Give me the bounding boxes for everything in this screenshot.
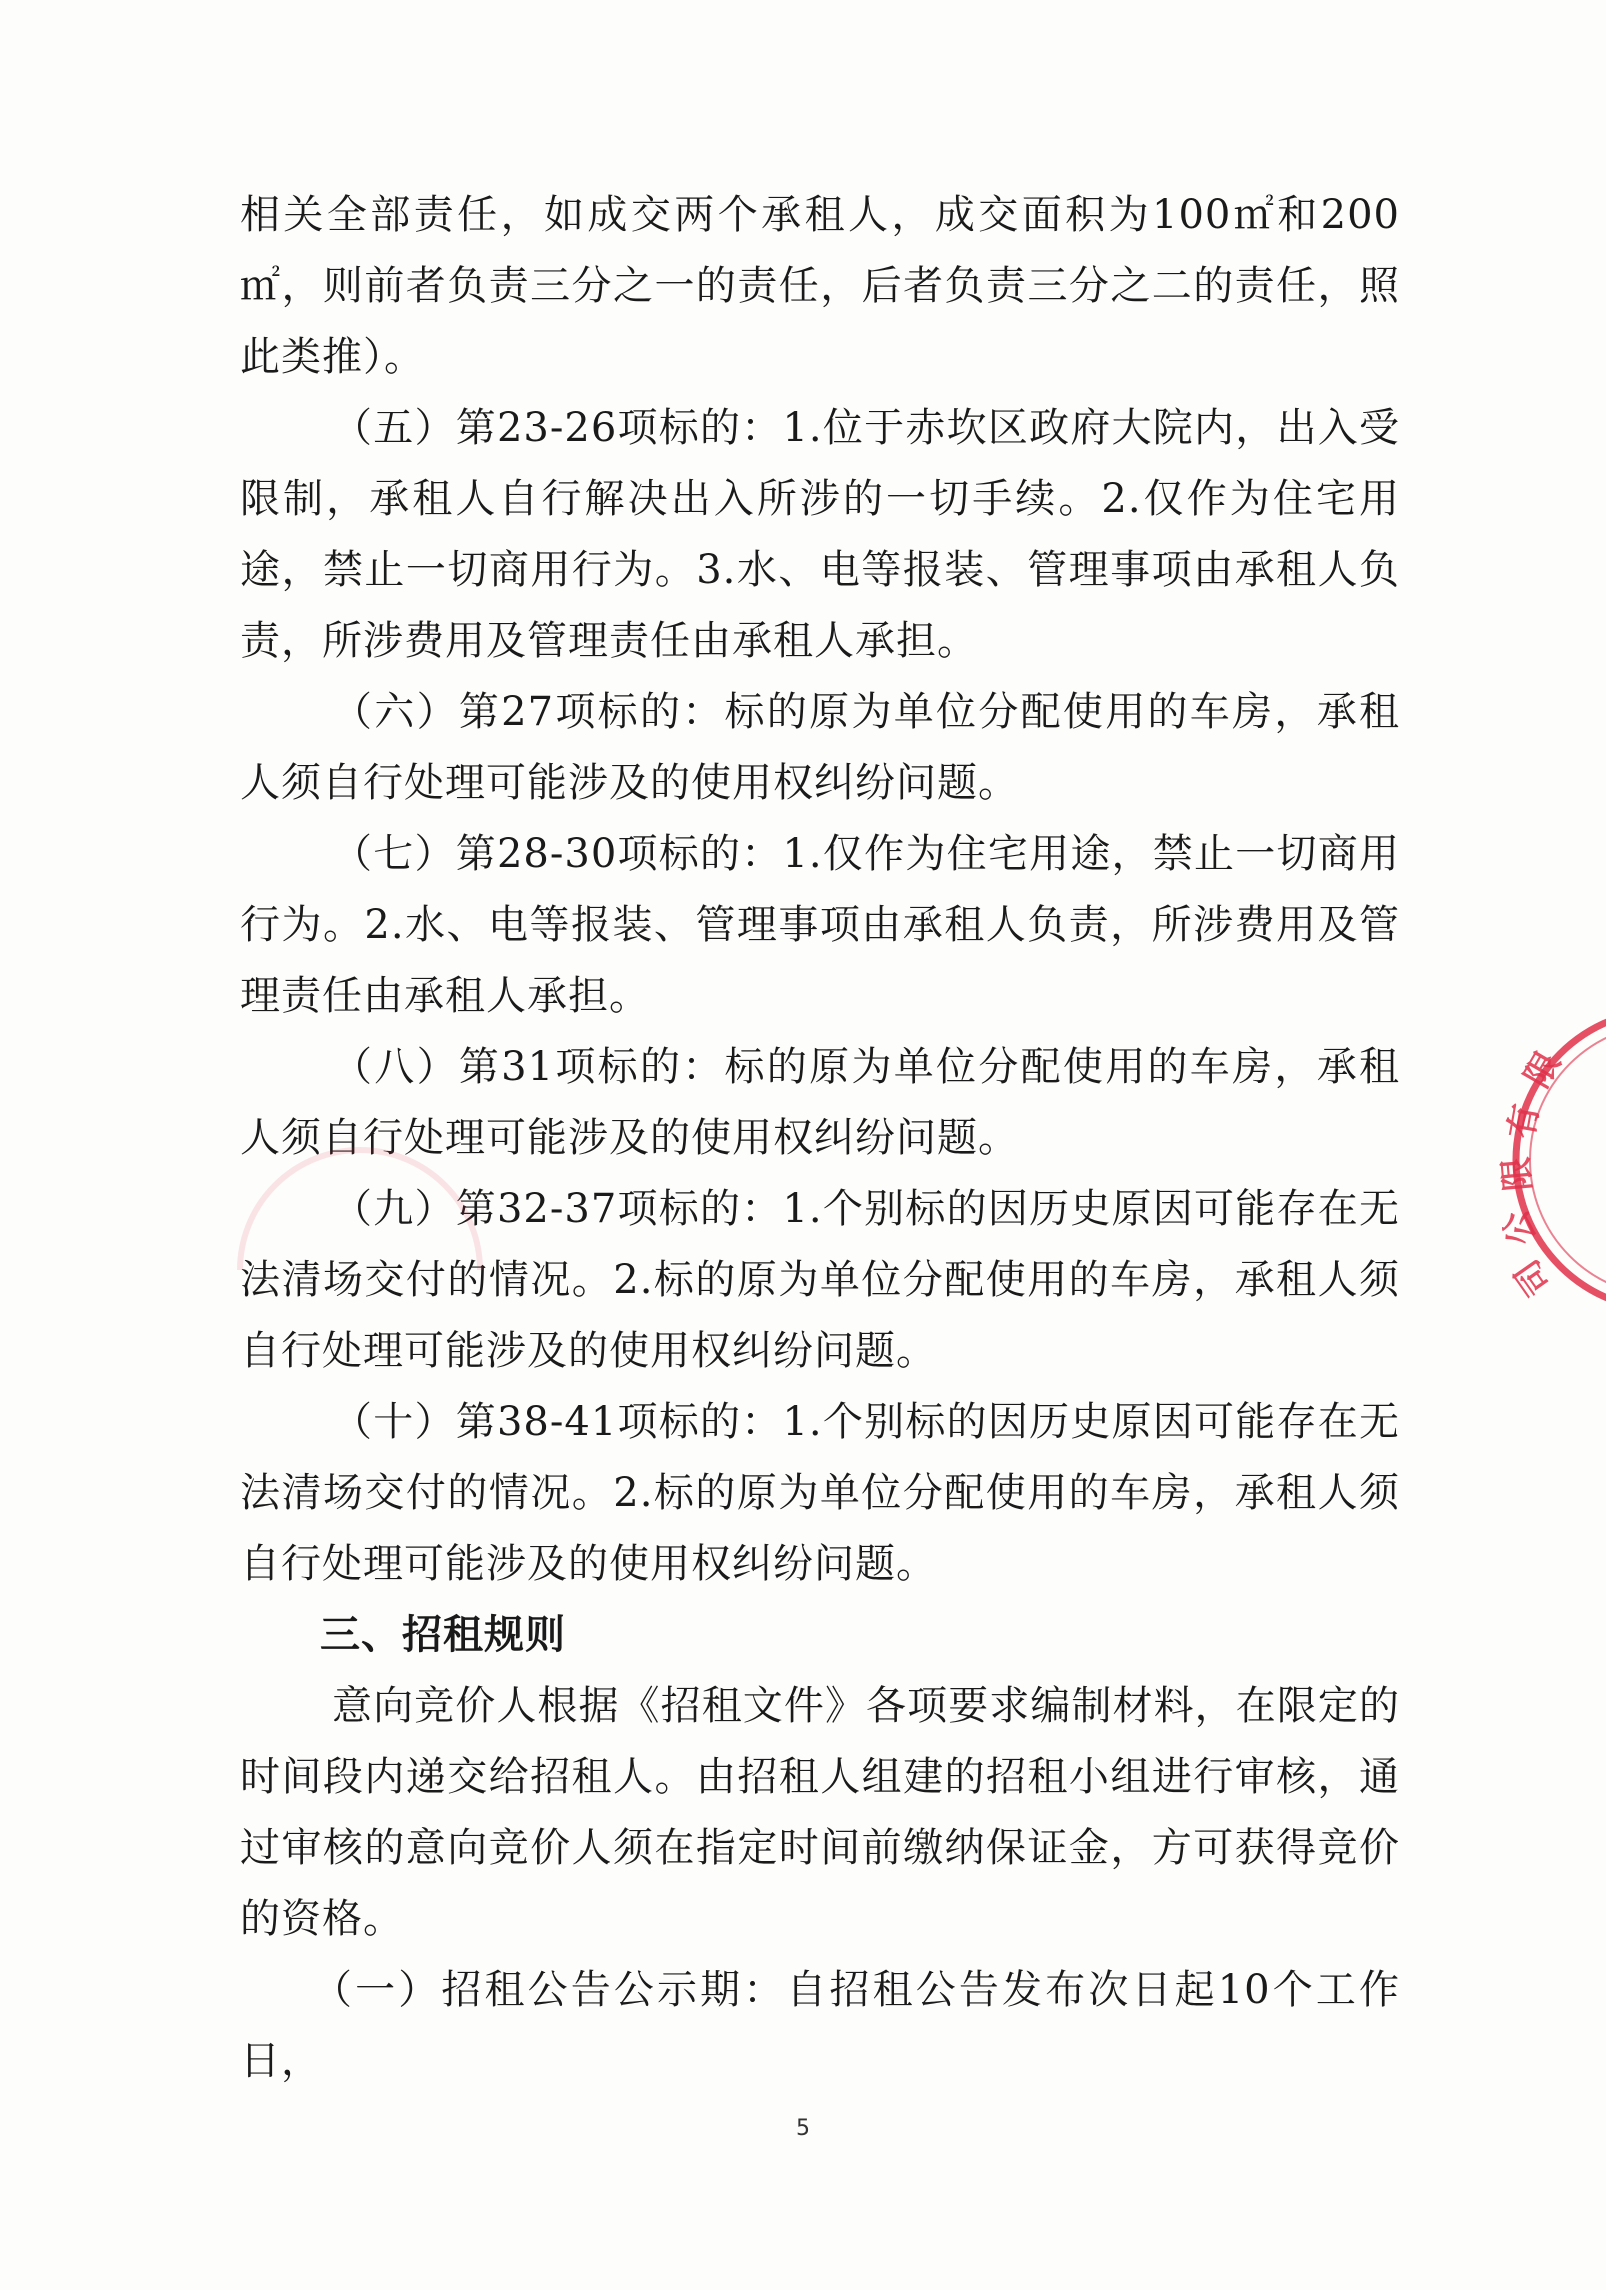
svg-text:有: 有	[1501, 1101, 1547, 1142]
svg-text:公: 公	[1495, 1204, 1545, 1251]
paragraph-item-9: （九）第32-37项标的：1.个别标的因历史原因可能存在无法清场交付的情况。2.标的原为单位分配使用的车房，承租人须自行处理可能涉及的使用权纠纷问题。	[240, 1186, 1400, 1374]
faint-seal-bleed	[230, 1150, 490, 1270]
svg-text:司: 司	[1507, 1251, 1560, 1303]
paragraph-item-10: （十）第38-41项标的：1.个别标的因历史原因可能存在无法清场交付的情况。2.标的原为单位分配使用的车房，承租人须自行处理可能涉及的使用权纠纷问题。	[240, 1399, 1400, 1587]
paragraph-rules-item-1: （一）招租公告公示期：自招租公告发布次日起10个工作日，	[240, 1967, 1400, 2084]
seal-graphic	[1495, 990, 1606, 1330]
section-heading: 三、招租规则	[320, 1612, 566, 1658]
paragraph-item-8: （八）第31项标的：标的原为单位分配使用的车房，承租人须自行处理可能涉及的使用权纠纷问题。	[240, 1044, 1400, 1161]
paragraph-item-6: （六）第27项标的：标的原为单位分配使用的车房，承租人须自行处理可能涉及的使用权纠纷问题。	[240, 689, 1400, 806]
paragraph-continuation: 相关全部责任，如成交两个承租人，成交面积为100㎡和200㎡，则前者负责三分之一的责任，后者负责三分之二的责任，照此类推）。	[240, 192, 1400, 380]
company-seal	[1495, 990, 1606, 1330]
svg-text:限: 限	[1517, 1045, 1569, 1095]
body-text	[240, 180, 1400, 2097]
paragraph-rules-intro: 意向竞价人根据《招租文件》各项要求编制材料，在限定的时间段内递交给招租人。由招租人组建的招租小组进行审核，通过审核的意向竞价人须在指定时间前缴纳保证金，方可获得竞价的资格。	[240, 1683, 1400, 1942]
paragraph-item-7: （七）第28-30项标的：1.仅作为住宅用途，禁止一切商用行为。2.水、电等报装、管理事项由承租人负责，所涉费用及管理责任由承租人承担。	[240, 831, 1400, 1019]
paragraph-item-5: （五）第23-26项标的：1.位于赤坎区政府大院内，出入受限制，承租人自行解决出入所涉的一切手续。2.仅作为住宅用途，禁止一切商用行为。3.水、电等报装、管理事项由承租人负责，所涉费用及管理责任由承租人承担。	[240, 405, 1400, 664]
page-number: 5	[796, 2116, 810, 2141]
svg-text:限: 限	[1496, 1155, 1539, 1193]
